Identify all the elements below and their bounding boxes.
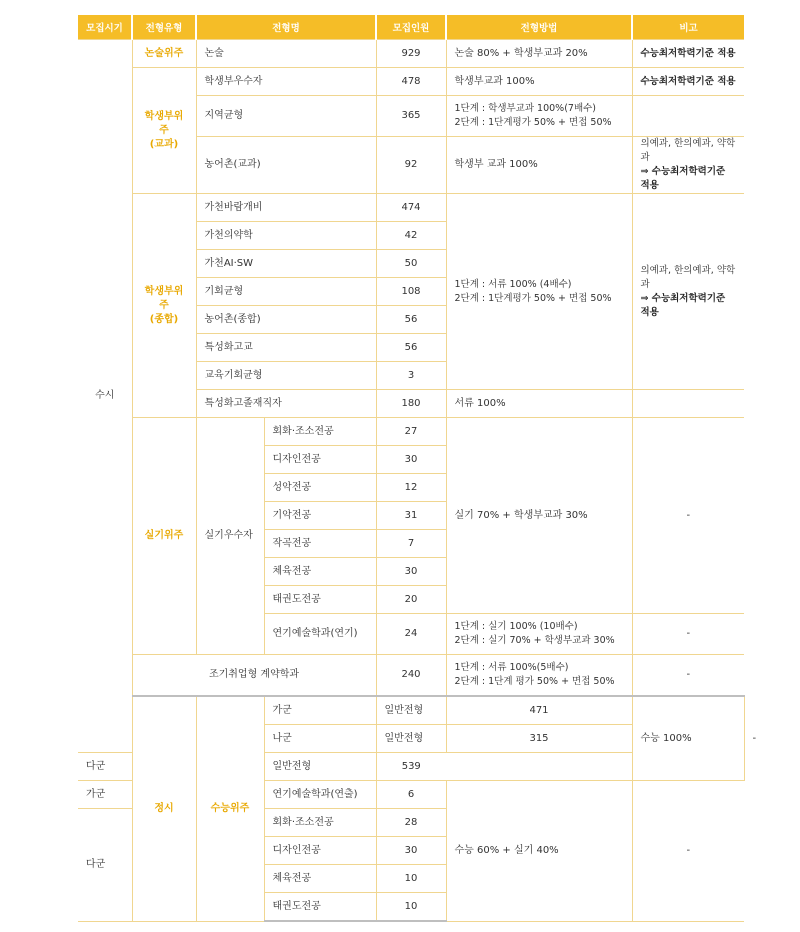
row-count: 92 [376, 137, 446, 194]
header-count: 모집인원 [376, 15, 446, 40]
table-row [78, 194, 744, 222]
row-count: 42 [376, 222, 446, 250]
header-type: 전형유형 [132, 15, 196, 40]
row-count: 10 [376, 865, 446, 893]
row-name: 지역균형 [196, 96, 376, 137]
row-count: 315 [446, 725, 632, 753]
method-line: 2단계 : 1단계평가 50% + 면접 50% [454, 117, 612, 128]
row-name: 가천AI·SW [196, 250, 376, 278]
row-note: 수능최저학력기준 적용 [632, 68, 744, 96]
row-name: 농어촌(종합) [196, 306, 376, 334]
row-method [446, 194, 632, 390]
note-line: ⇒ 수능최저학력기준 적용 [640, 166, 726, 191]
row-name: 일반전형 [376, 725, 446, 753]
row-count: 30 [376, 446, 446, 474]
row-name: 태권도전공 [264, 893, 376, 922]
row-gun: 다군 [78, 809, 132, 922]
admission-table [78, 15, 757, 922]
row-count: 30 [376, 837, 446, 865]
row-count: 56 [376, 334, 446, 362]
row-method [446, 96, 632, 137]
row-method: 수능 100% [632, 696, 744, 781]
note-line: ⇒ 수능최저학력기준 적용 [640, 292, 726, 318]
row-method: 서류 100% [446, 390, 632, 418]
row-count: 20 [376, 586, 446, 614]
note-line: 의예과, 한의예과, 약학과 [640, 264, 736, 290]
row-name: 논술 [196, 40, 376, 68]
row-name: 연기예술학과(연출) [264, 781, 376, 809]
row-count: 539 [376, 753, 446, 781]
row-name: 가천바람개비 [196, 194, 376, 222]
row-name: 기악전공 [264, 502, 376, 530]
header-row [78, 15, 744, 40]
row-name: 디자인전공 [264, 446, 376, 474]
row-count: 3 [376, 362, 446, 390]
table-row [78, 68, 744, 96]
type-jonghap: 학생부위주 (종합) [132, 194, 196, 418]
row-method [446, 614, 632, 655]
type-nonsul: 논술위주 [132, 40, 196, 68]
period-jeongsi: 정시 [132, 696, 196, 921]
method-line: 1단계 : 실기 100% (10배수) [454, 621, 578, 632]
row-count: 56 [376, 306, 446, 334]
row-name: 특성화고교 [196, 334, 376, 362]
header-name: 전형명 [196, 15, 376, 40]
row-name: 체육전공 [264, 558, 376, 586]
row-name: 회화·조소전공 [264, 809, 376, 837]
row-count: 28 [376, 809, 446, 837]
period-susi: 수시 [78, 40, 132, 753]
row-name: 작곡전공 [264, 530, 376, 558]
row-note: - [632, 781, 744, 922]
note-line: 의예과, 한의예과, 약학과 [640, 138, 736, 163]
row-name: 회화·조소전공 [264, 418, 376, 446]
row-name: 일반전형 [376, 696, 446, 725]
row-method: 수능 60% + 실기 40% [446, 781, 632, 922]
row-name: 특성화고졸재직자 [196, 390, 376, 418]
header-method: 전형방법 [446, 15, 632, 40]
row-name: 조기취업형 계약학과 [132, 655, 376, 697]
row-count: 50 [376, 250, 446, 278]
row-note: - [632, 614, 744, 655]
row-count: 929 [376, 40, 446, 68]
row-name: 연기예술학과(연기) [264, 614, 376, 655]
row-method: 실기 70% + 학생부교과 30% [446, 418, 632, 614]
row-name: 교육기회균형 [196, 362, 376, 390]
row-note [632, 96, 744, 137]
row-count: 474 [376, 194, 446, 222]
row-name: 학생부우수자 [196, 68, 376, 96]
row-count: 108 [376, 278, 446, 306]
row-name: 농어촌(교과) [196, 137, 376, 194]
table-row [78, 418, 744, 446]
table-row [78, 40, 744, 68]
header-note: 비고 [632, 15, 744, 40]
row-note: - [632, 418, 744, 614]
row-name: 일반전형 [264, 753, 376, 781]
row-count: 478 [376, 68, 446, 96]
row-method: 학생부 교과 100% [446, 137, 632, 194]
row-count: 240 [376, 655, 446, 697]
row-name: 체육전공 [264, 865, 376, 893]
row-count: 31 [376, 502, 446, 530]
row-note [632, 137, 744, 194]
row-count: 365 [376, 96, 446, 137]
row-note: 수능최저학력기준 적용 [632, 40, 744, 68]
row-name: 태권도전공 [264, 586, 376, 614]
row-note [632, 390, 744, 418]
table-row: 정시 수능위주 가군 일반전형 471 수능 100% - [78, 696, 744, 725]
row-count: 10 [376, 893, 446, 922]
method-line: 2단계 : 1단계평가 50% + 면접 50% [454, 292, 612, 304]
row-count: 180 [376, 390, 446, 418]
row-count: 7 [376, 530, 446, 558]
row-count: 6 [376, 781, 446, 809]
method-line: 1단계 : 서류 100% (4배수) [454, 278, 572, 290]
row-method: 논술 80% + 학생부교과 20% [446, 40, 632, 68]
method-line: 2단계 : 1단계 평가 50% + 면접 50% [454, 676, 615, 687]
row-gun: 가군 [78, 781, 132, 809]
row-name: 가천의약학 [196, 222, 376, 250]
row-note: - [632, 655, 744, 697]
row-count: 471 [446, 696, 632, 725]
method-line: 1단계 : 학생부교과 100%(7배수) [454, 103, 597, 114]
method-line: 1단계 : 서류 100%(5배수) [454, 662, 569, 673]
header-period: 모집시기 [78, 15, 132, 40]
row-count: 24 [376, 614, 446, 655]
row-gun: 가군 [264, 696, 376, 725]
row-count: 12 [376, 474, 446, 502]
row-name: 디자인전공 [264, 837, 376, 865]
row-gun: 나군 [264, 725, 376, 753]
row-name: 기회균형 [196, 278, 376, 306]
type-silgi: 실기위주 [132, 418, 196, 655]
method-line: 2단계 : 실기 70% + 학생부교과 30% [454, 635, 615, 646]
silgi-group: 실기우수자 [196, 418, 264, 655]
row-note [632, 194, 744, 390]
type-gyogwa: 학생부위주 (교과) [132, 68, 196, 194]
row-name: 성악전공 [264, 474, 376, 502]
row-count: 27 [376, 418, 446, 446]
row-method [446, 655, 632, 697]
row-gun: 다군 [78, 753, 132, 781]
table-row [78, 655, 744, 697]
row-count: 30 [376, 558, 446, 586]
row-method: 학생부교과 100% [446, 68, 632, 96]
type-suneung: 수능위주 [196, 696, 264, 921]
